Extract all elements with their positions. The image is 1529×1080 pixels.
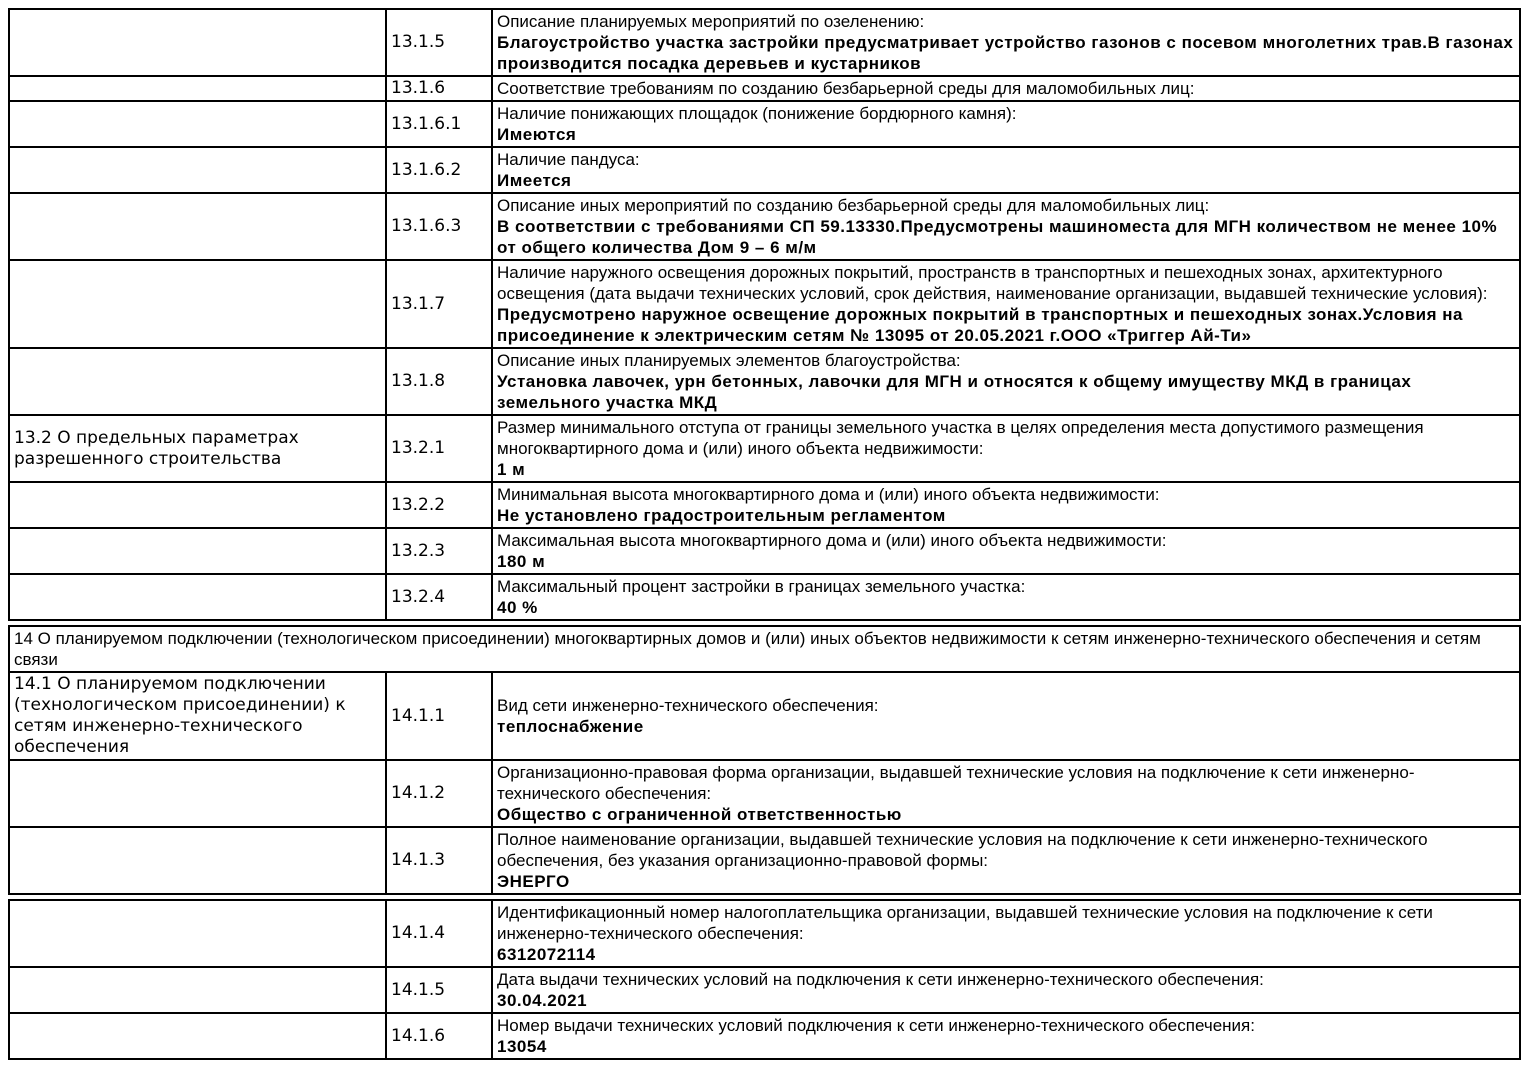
row-value: 13054 xyxy=(497,1037,547,1056)
table-row xyxy=(9,193,1520,260)
section-cell xyxy=(9,147,386,193)
row-number: 14.1.6 xyxy=(386,1013,492,1059)
row-content-cell xyxy=(492,672,1520,760)
row-content-cell xyxy=(492,1013,1520,1059)
row-label: Вид сети инженерно-технического обеспечения: xyxy=(497,696,879,715)
row-content-cell xyxy=(492,193,1520,260)
row-number: 14.1.5 xyxy=(386,967,492,1013)
row-value: Благоустройство участка застройки предусматривает устройство газонов с посевом многолетних трав.В газонах производится посадка деревьев и кустарников xyxy=(497,33,1514,73)
table-row xyxy=(9,101,1520,147)
row-number: 14.1.2 xyxy=(386,760,492,827)
section-cell xyxy=(9,348,386,415)
table-row xyxy=(9,827,1520,894)
row-number: 13.2.2 xyxy=(386,482,492,528)
table-row xyxy=(9,1013,1520,1059)
section-cell xyxy=(9,827,386,894)
section-cell xyxy=(9,967,386,1013)
row-content-cell xyxy=(492,827,1520,894)
row-number: 13.1.8 xyxy=(386,348,492,415)
row-label: Наличие пандуса: xyxy=(497,150,640,169)
row-number: 13.1.6.1 xyxy=(386,101,492,147)
row-label: Наличие понижающих площадок (понижение бордюрного камня): xyxy=(497,104,1017,123)
row-content-cell xyxy=(492,260,1520,348)
table-row xyxy=(9,900,1520,967)
row-content-cell xyxy=(492,574,1520,620)
declaration-table-section-14 xyxy=(8,625,1521,895)
declaration-table-section-13 xyxy=(8,8,1521,621)
row-label: Максимальная высота многоквартирного дома и (или) иного объекта недвижимости: xyxy=(497,531,1167,550)
row-value: Установка лавочек, урн бетонных, лавочки для МГН и относятся к общему имуществу МКД в границах земельного участка МКД xyxy=(497,372,1412,412)
row-label: Дата выдачи технических условий на подключения к сети инженерно-технического обеспечения: xyxy=(497,970,1264,989)
section-cell xyxy=(9,9,386,76)
row-label: Наличие наружного освещения дорожных покрытий, пространств в транспортных и пешеходных зонах, архитектурного освещения (дата выдачи технических условий, срок действия, наименование организации, выдавшей технические условия): xyxy=(497,263,1488,303)
table-row xyxy=(9,672,1520,760)
row-content-cell xyxy=(492,76,1520,101)
row-value: 30.04.2021 xyxy=(497,991,588,1010)
table-row xyxy=(9,415,1520,482)
section-cell xyxy=(9,528,386,574)
row-value: 40 % xyxy=(497,598,538,617)
table-row xyxy=(9,528,1520,574)
row-label: Описание иных планируемых элементов благоустройства: xyxy=(497,351,961,370)
section-14-header: 14 О планируемом подключении (технологическом присоединении) многоквартирных домов и (или) иных объектов недвижимости к сетям инженерно-технического обеспечения и сетям связи xyxy=(9,626,1520,672)
row-value: Имеется xyxy=(497,171,572,190)
row-content-cell xyxy=(492,147,1520,193)
row-value: теплоснабжение xyxy=(497,717,644,736)
declaration-table-section-14-continued xyxy=(8,899,1521,1060)
section-cell xyxy=(9,76,386,101)
section-cell: 13.2 О предельных параметрах разрешенного строительства xyxy=(9,415,386,482)
section-cell xyxy=(9,900,386,967)
row-value: Предусмотрено наружное освещение дорожных покрытий в транспортных и пешеходных зонах.Условия на присоединение к электрическим сетям № 13095 от 20.05.2021 г.ООО «Триггер Ай-Ти» xyxy=(497,305,1463,345)
row-content-cell xyxy=(492,482,1520,528)
row-label: Соответствие требованиям по созданию безбарьерной среды для маломобильных лиц: xyxy=(497,79,1195,98)
row-content-cell xyxy=(492,348,1520,415)
row-value: Не установлено градостроительным регламентом xyxy=(497,506,946,525)
row-label: Минимальная высота многоквартирного дома и (или) иного объекта недвижимости: xyxy=(497,485,1160,504)
row-label: Описание иных мероприятий по созданию безбарьерной среды для маломобильных лиц: xyxy=(497,196,1210,215)
row-value: 180 м xyxy=(497,552,546,571)
section-cell: 14.1 О планируемом подключении (технологическом присоединении) к сетям инженерно-технического обеспечения xyxy=(9,672,386,760)
section-cell xyxy=(9,1013,386,1059)
row-content-cell xyxy=(492,9,1520,76)
row-number: 13.1.5 xyxy=(386,9,492,76)
section-cell xyxy=(9,193,386,260)
table-row xyxy=(9,348,1520,415)
table-row xyxy=(9,626,1520,672)
row-label: Идентификационный номер налогоплательщика организации, выдавшей технические условия на подключение к сети инженерно-технического обеспечения: xyxy=(497,903,1433,943)
row-number: 14.1.3 xyxy=(386,827,492,894)
row-number: 13.2.3 xyxy=(386,528,492,574)
row-value: Общество с ограниченной ответственностью xyxy=(497,805,902,824)
row-label: Организационно-правовая форма организации, выдавшей технические условия на подключение к сети инженерно-технического обеспечения: xyxy=(497,763,1415,803)
row-content-cell xyxy=(492,760,1520,827)
row-value: Имеются xyxy=(497,125,577,144)
table-row xyxy=(9,147,1520,193)
table-row xyxy=(9,9,1520,76)
table-row xyxy=(9,76,1520,101)
row-value: ЭНЕРГО xyxy=(497,872,570,891)
row-number: 14.1.4 xyxy=(386,900,492,967)
table-row xyxy=(9,967,1520,1013)
section-cell xyxy=(9,760,386,827)
row-label: Размер минимального отступа от границы земельного участка в целях определения места допустимого размещения многоквартирного дома и (или) иного объекта недвижимости: xyxy=(497,418,1424,458)
row-value: 6312072114 xyxy=(497,945,596,964)
section-cell xyxy=(9,482,386,528)
table-row xyxy=(9,760,1520,827)
section-cell xyxy=(9,101,386,147)
row-content-cell xyxy=(492,528,1520,574)
row-number: 13.1.6 xyxy=(386,76,492,101)
row-label: Полное наименование организации, выдавшей технические условия на подключение к сети инженерно-технического обеспечения, без указания организационно-правовой формы: xyxy=(497,830,1428,870)
table-row xyxy=(9,260,1520,348)
section-cell xyxy=(9,260,386,348)
row-number: 14.1.1 xyxy=(386,672,492,760)
row-label: Номер выдачи технических условий подключения к сети инженерно-технического обеспечения: xyxy=(497,1016,1255,1035)
row-value: 1 м xyxy=(497,460,526,479)
table-row xyxy=(9,574,1520,620)
row-number: 13.1.6.2 xyxy=(386,147,492,193)
row-number: 13.1.6.3 xyxy=(386,193,492,260)
row-label: Максимальный процент застройки в границах земельного участка: xyxy=(497,577,1026,596)
row-number: 13.2.4 xyxy=(386,574,492,620)
row-content-cell xyxy=(492,415,1520,482)
row-value: В соответствии с требованиями СП 59.13330.Предусмотрены машиноместа для МГН количеством не менее 10% от общего количества Дом 9 – 6 м/м xyxy=(497,217,1498,257)
row-content-cell xyxy=(492,900,1520,967)
row-label: Описание планируемых мероприятий по озеленению: xyxy=(497,12,925,31)
row-number: 13.2.1 xyxy=(386,415,492,482)
row-content-cell xyxy=(492,967,1520,1013)
section-cell xyxy=(9,574,386,620)
row-content-cell xyxy=(492,101,1520,147)
table-row xyxy=(9,482,1520,528)
row-number: 13.1.7 xyxy=(386,260,492,348)
